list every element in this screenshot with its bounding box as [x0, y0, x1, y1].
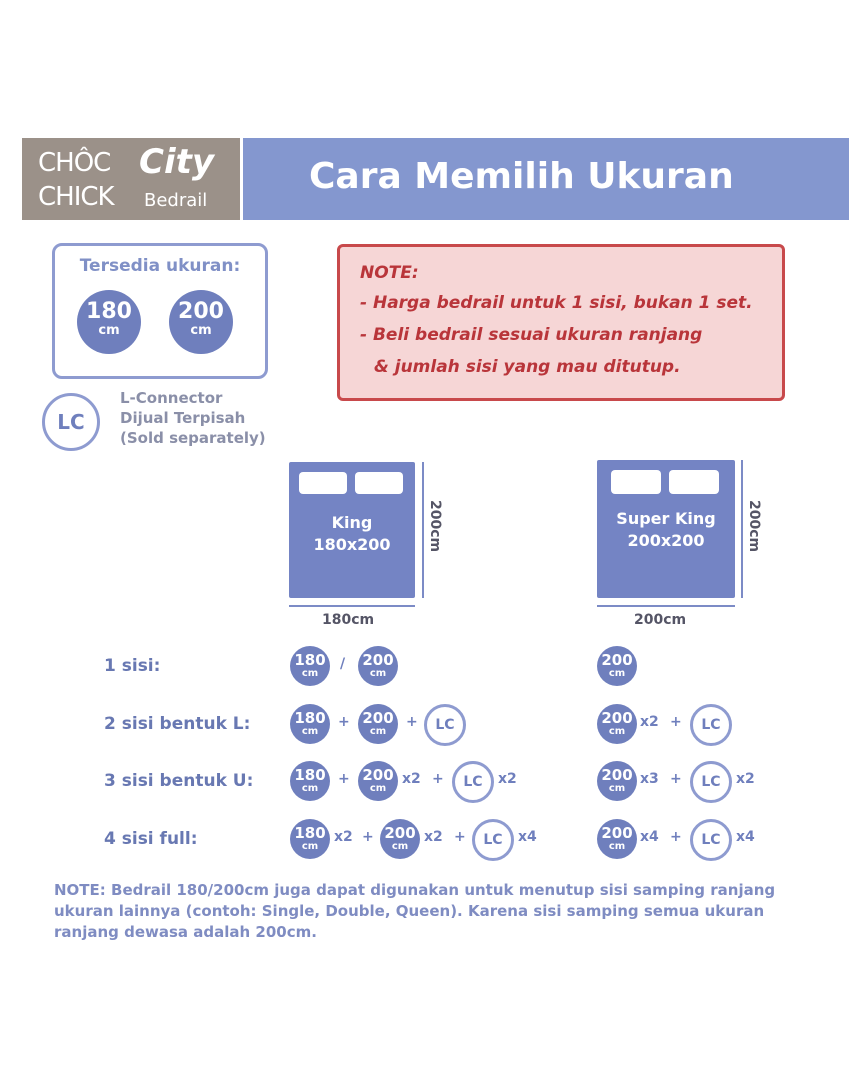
lc-badge: LC [690, 704, 732, 746]
available-caption: Tersedia ukuran: [79, 256, 241, 276]
bed-width-label: 200cm [634, 612, 687, 628]
pillow [611, 470, 661, 494]
dot-num: 200 [601, 824, 633, 842]
multiplier: x4 [640, 829, 659, 845]
size-dot-200 [358, 761, 398, 801]
brand-logo [22, 138, 240, 220]
dot-num: 200 [362, 709, 394, 727]
lc-badge: LC [452, 761, 494, 803]
bed-king [289, 462, 415, 598]
multiplier: x4 [518, 829, 537, 845]
size-unit: cm [190, 323, 212, 338]
plus-sign: + [406, 714, 418, 730]
row-label: 1 sisi: [104, 656, 161, 676]
lc-legend-line: L-Connector [120, 389, 223, 407]
dot-num: 200 [601, 651, 633, 669]
note-line: - Harga bedrail untuk 1 sisi, bukan 1 set. [360, 293, 753, 313]
dot-unit: cm [301, 668, 319, 679]
dot-unit: cm [301, 726, 319, 737]
plus-sign: + [670, 714, 682, 730]
plus-sign: + [362, 829, 374, 845]
size-dot-200 [597, 761, 637, 801]
lc-badge: LC [690, 819, 732, 861]
size-dot-180 [290, 704, 330, 744]
size-dot-180 [290, 646, 330, 686]
slash-sign: / [340, 656, 346, 672]
size-num: 200 [178, 299, 224, 324]
dot-unit: cm [391, 841, 409, 852]
dot-unit: cm [608, 841, 626, 852]
brand-line1: CHÔC [38, 148, 111, 178]
row-label: 4 sisi full: [104, 829, 198, 849]
dot-num: 180 [294, 709, 326, 727]
size-dot-200 [358, 646, 398, 686]
note-box [337, 244, 785, 401]
size-dot-200 [358, 704, 398, 744]
bed-length-label: 200cm [427, 500, 443, 553]
dot-num: 180 [294, 824, 326, 842]
multiplier: x2 [334, 829, 353, 845]
lc-badge: LC [472, 819, 514, 861]
dimension-line [422, 462, 424, 598]
row-label: 3 sisi bentuk U: [104, 771, 254, 791]
row-label: 2 sisi bentuk L: [104, 714, 251, 734]
multiplier: x2 [402, 771, 421, 787]
bed-name: Super King [616, 509, 716, 528]
dot-num: 200 [601, 766, 633, 784]
size-num: 180 [86, 299, 132, 324]
multiplier: x2 [736, 771, 755, 787]
plus-sign: + [670, 771, 682, 787]
plus-sign: + [432, 771, 444, 787]
note-line: & jumlah sisi yang mau ditutup. [374, 357, 681, 377]
multiplier: x4 [736, 829, 755, 845]
plus-sign: + [338, 771, 350, 787]
dot-unit: cm [608, 668, 626, 679]
lc-badge: LC [424, 704, 466, 746]
lc-badge: LC [690, 761, 732, 803]
multiplier: x3 [640, 771, 659, 787]
size-unit: cm [98, 323, 120, 338]
bed-size: 180x200 [313, 535, 391, 554]
pillow [355, 472, 403, 494]
bed-super-king [597, 460, 735, 598]
lc-legend-line: (Sold separately) [120, 429, 266, 447]
dot-unit: cm [369, 783, 387, 794]
title-bar [243, 138, 849, 220]
bed-size: 200x200 [627, 531, 705, 550]
size-badge-180 [77, 290, 141, 354]
brand-line2: CHICK [38, 182, 114, 212]
lc-legend-line: Dijual Terpisah [120, 409, 246, 427]
multiplier: x2 [640, 714, 659, 730]
available-sizes-box [52, 243, 268, 379]
dot-num: 180 [294, 651, 326, 669]
dot-unit: cm [369, 668, 387, 679]
size-dot-200 [597, 704, 637, 744]
dimension-line [597, 605, 735, 607]
note-heading: NOTE: [360, 263, 419, 283]
lc-legend-badge: LC [42, 393, 100, 451]
dot-unit: cm [608, 726, 626, 737]
bed-length-label: 200cm [746, 500, 762, 553]
size-dot-200 [597, 646, 637, 686]
dot-unit: cm [369, 726, 387, 737]
note-line: - Beli bedrail sesuai ukuran ranjang [360, 325, 703, 345]
bed-width-label: 180cm [322, 612, 375, 628]
plus-sign: + [670, 829, 682, 845]
page-title: Cara Memilih Ukuran [309, 156, 734, 197]
dot-num: 200 [384, 824, 416, 842]
pillow [669, 470, 719, 494]
dot-unit: cm [301, 783, 319, 794]
dimension-line [741, 460, 743, 598]
dot-unit: cm [301, 841, 319, 852]
bed-name: King [331, 513, 373, 532]
footer-note: NOTE: Bedrail 180/200cm juga dapat digunakan untuk menutup sisi samping ranjang ukuran lainnya (contoh: Single, Double, Queen). Karena sisi samping semua ukuran ranjang dewasa adalah 200cm. [54, 881, 776, 941]
size-dot-200 [597, 819, 637, 859]
dot-num: 180 [294, 766, 326, 784]
size-dot-180 [290, 761, 330, 801]
lc-legend-text [120, 388, 266, 448]
size-dot-200 [380, 819, 420, 859]
size-dot-180 [290, 819, 330, 859]
multiplier: x2 [424, 829, 443, 845]
brand-city: City [139, 142, 215, 182]
dot-num: 200 [601, 709, 633, 727]
brand-sub: Bedrail [144, 190, 208, 211]
size-badge-200 [169, 290, 233, 354]
dimension-line [289, 605, 415, 607]
dot-unit: cm [608, 783, 626, 794]
multiplier: x2 [498, 771, 517, 787]
pillow [299, 472, 347, 494]
dot-num: 200 [362, 651, 394, 669]
plus-sign: + [454, 829, 466, 845]
dot-num: 200 [362, 766, 394, 784]
plus-sign: + [338, 714, 350, 730]
